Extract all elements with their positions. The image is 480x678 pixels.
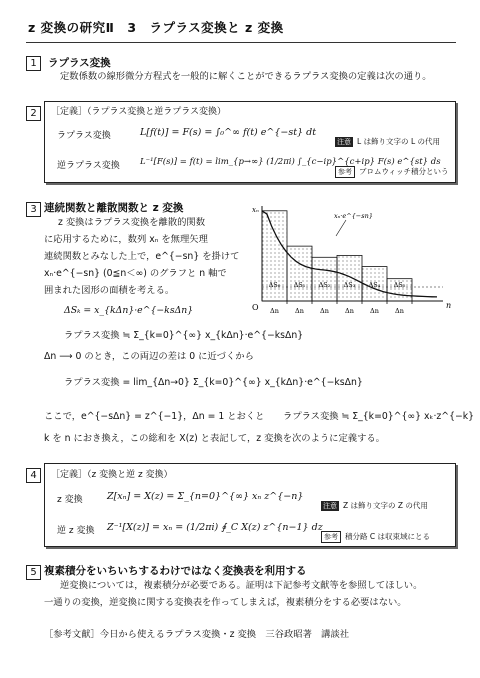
inverse-laplace-note: ブロムウィッチ積分という [359, 167, 449, 176]
laplace-note: L は飾り文字の L の代用 [357, 137, 441, 146]
intro-line: xₙ·e^{−sn} (0≦n＜∞) のグラフと n 軸で [44, 268, 227, 279]
x-tick-label: Δn [395, 307, 404, 315]
definition-label: ［定義］（ラプラス変換と逆ラプラス変換） [51, 107, 226, 117]
z-transform-note: Z は飾り文字の Z の代用 [343, 501, 428, 510]
section-1-body: 定数係数の線形微分方程式を一般的に解くことができるラプラス変換の定義は次の通り。 [60, 71, 432, 82]
intro-line: 囲まれた図形の面積を考える。 [44, 285, 175, 296]
section-3-intro [44, 214, 244, 299]
inverse-laplace-formula: L⁻¹[F(s)] = f(t) = lim_{p→∞} (1/2πi) ∫_{c−ip}^{c+ip} F(s) e^{st} ds [140, 157, 441, 167]
section-5-heading: 複素積分をいちいちするわけではなく変換表を利用する [44, 565, 307, 577]
section-5-line-2: 一通りの変換，逆変換に関する変換表を作ってしまえば，複素積分をする必要はない。 [44, 597, 407, 608]
intro-line: 連続関数とみなした上で，e^{−sn} を掛けて [44, 251, 240, 262]
z-transform-label: z 変換 [57, 495, 83, 505]
limit-statement: Δn ⟶ 0 のとき，この両辺の差は 0 に近づくから [44, 351, 254, 362]
inverse-z-note: 積分路 C は収束域にとる [345, 532, 431, 541]
laplace-approx-equation: ラプラス変換 ≒ Σ_{k=0}^{∞} x_{kΔn}·e^{−ksΔn} [64, 330, 304, 341]
area-cell-label: ΔS₀ [268, 281, 281, 289]
reference-tag: 参考 [321, 531, 341, 543]
area-cell-label: ΔS₂ [318, 281, 331, 289]
reference-citation: ［参考文献］今日から使えるラプラス変換・z 変換 三谷政昭著 講談社 [44, 629, 350, 640]
curve-label-leader [336, 220, 346, 236]
definition-statement: k を n におき換え，この総和を X(z) と表記して，z 変換を次のように定義する。 [44, 433, 385, 444]
section-5-line-1: 逆変換については，複素積分が必要である。証明は下記参考文献等を参照してほしい。 [60, 580, 423, 591]
inverse-z-label: 逆 z 変換 [57, 526, 95, 536]
laplace-formula: L[f(t)] = F(s) = ∫₀^∞ f(t) e^{−st} dt [140, 127, 317, 138]
definition-box-z [44, 463, 456, 547]
z-transform-formula: Z[xₙ] = X(z) = Σ_{n=0}^{∞} xₙ z^{−n} [107, 491, 304, 502]
x-axis-label: n [446, 301, 452, 310]
inverse-z-formula: Z⁻¹[X(z)] = xₙ = (1/2πi) ∮_C X(z) z^{n−1} dz [107, 522, 323, 533]
area-bar [337, 255, 362, 301]
intro-line: に応用するために，数列 xₙ を無理矢理 [44, 234, 208, 245]
definition-label: ［定義］（z 変換と逆 z 変換） [51, 470, 173, 480]
substitution-statement: ここで，e^{−sΔn} = z^{−1}，Δn = 1 とおくと ラプラス変換 ≒ Σ_{k=0}^{∞} xₖ·z^{−k} [44, 411, 475, 422]
origin-label: O [252, 303, 259, 312]
section-number-2: 2 [26, 106, 41, 121]
title-rule [26, 42, 456, 43]
x-tick-label: Δn [320, 307, 329, 315]
area-graph [238, 196, 460, 326]
reference-tag: 参考 [335, 166, 355, 178]
page-title: z 変換の研究Ⅱ 3 ラプラス変換と z 変換 [28, 20, 284, 35]
note-tag: 注意 [323, 502, 337, 510]
definition-box-laplace [44, 101, 456, 183]
section-3-heading: 連続関数と離散関数と z 変換 [44, 202, 184, 214]
curve-label: xₙ·e^{−sn} [334, 212, 373, 220]
area-cell-label: ΔS₅ [393, 281, 406, 289]
y-axis-label: xₙ [252, 206, 259, 214]
section-1-heading: ラプラス変換 [48, 57, 111, 69]
x-tick-label: Δn [370, 307, 379, 315]
area-cell-label: ΔS₁ [293, 281, 306, 289]
area-cell-label: ΔS₄ [368, 281, 381, 289]
section-number-5: 5 [26, 565, 41, 580]
section-number-4: 4 [26, 468, 41, 483]
section-number-3: 3 [26, 202, 41, 217]
inverse-laplace-label: 逆ラプラス変換 [57, 161, 120, 171]
section-number-1: 1 [26, 56, 41, 71]
x-tick-label: Δn [270, 307, 279, 315]
x-tick-label: Δn [295, 307, 304, 315]
laplace-limit-equation: ラプラス変換 = lim_{Δn→0} Σ_{k=0}^{∞} x_{kΔn}·e^{−ksΔn} [64, 377, 363, 388]
note-tag: 注意 [337, 138, 351, 146]
intro-line: z 変換はラプラス変換を離散的関数 [58, 217, 206, 228]
laplace-label: ラプラス変換 [57, 131, 111, 141]
area-element-equation: ΔSₖ = x_{kΔn}·e^{−ksΔn} [64, 305, 194, 316]
x-tick-label: Δn [345, 307, 354, 315]
area-bar [287, 246, 312, 301]
area-cell-label: ΔS₃ [343, 281, 356, 289]
area-bar [312, 257, 337, 301]
